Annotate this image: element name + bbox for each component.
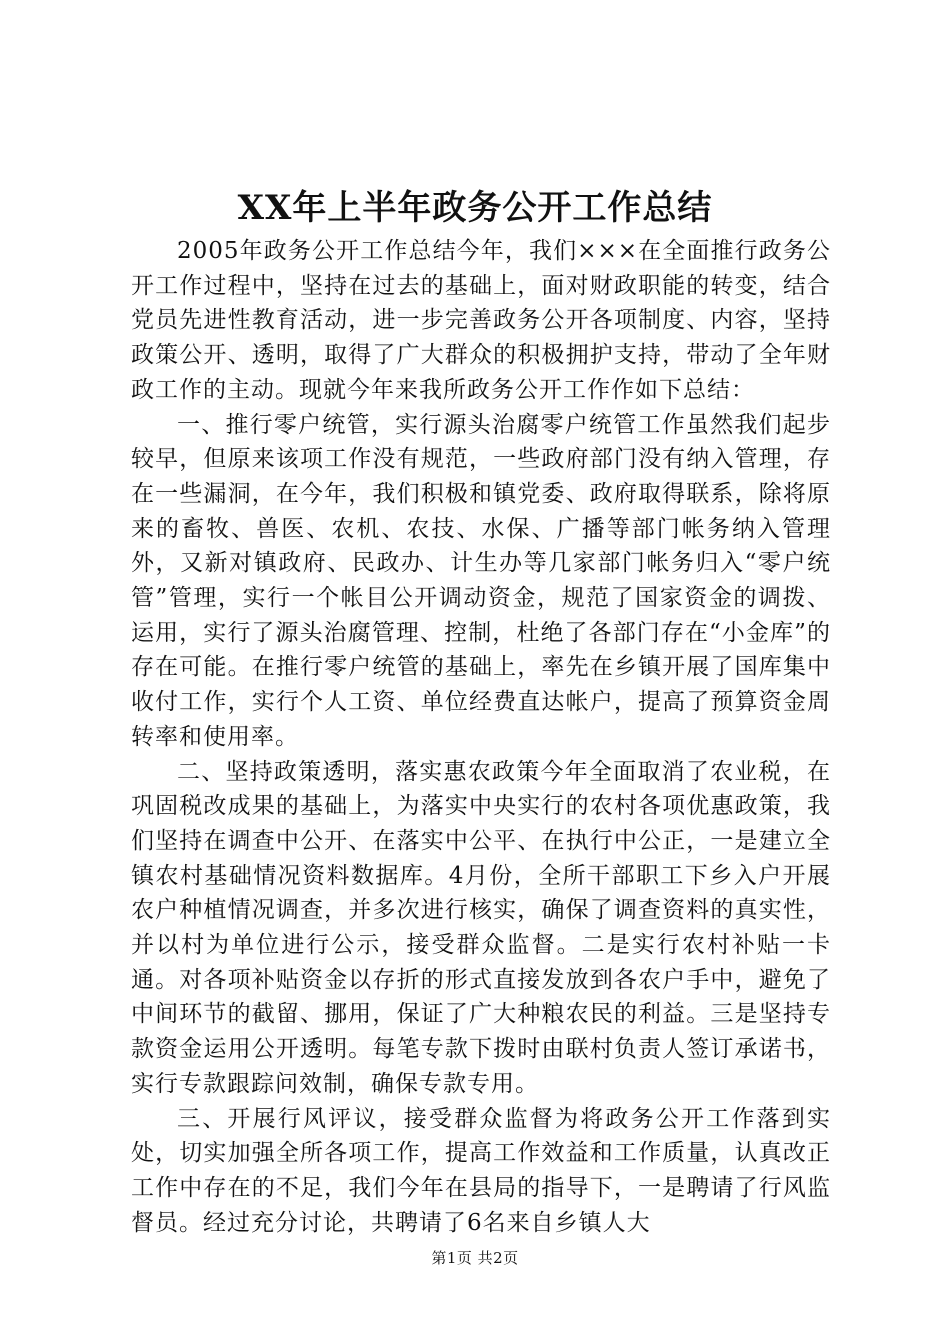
paragraph-section-3: 三、开展行风评议，接受群众监督为将政务公开工作落到实处，切实加强全所各项工作，提高工作效益和工作质量，认真改正工作中存在的不足，我们今年在县局的指导下，一是聘请了行风监督员。经过充分讨论，共聘请了6名来自乡镇人大 (131, 1105, 831, 1236)
document-body (131, 234, 831, 1240)
paragraph-section-1: 一、推行零户统管，实行源头治腐零户统管工作虽然我们起步较早，但原来该项工作没有规范，一些政府部门没有纳入管理，存在一些漏洞，在今年，我们积极和镇党委、政府取得联系，除将原来的畜牧、兽医、农机、农技、水保、广播等部门帐务纳入管理外，又新对镇政府、民政办、计生办等几家部门帐务归入“零户统管”管理，实行一个帐目公开调动资金，规范了国家资金的调拨、运用，实行了源头治腐管理、控制，杜绝了各部门存在“小金库”的存在可能。在推行零户统管的基础上，率先在乡镇开展了国库集中收付工作，实行个人工资、单位经费直达帐户，提高了预算资金周转率和使用率。 (131, 411, 831, 750)
document-title: XX年上半年政务公开工作总结 (237, 188, 713, 228)
paragraph-section-2: 二、坚持政策透明，落实惠农政策今年全面取消了农业税，在巩固税改成果的基础上，为落实中央实行的农村各项优惠政策，我们坚持在调查中公开、在落实中公平、在执行中公正，一是建立全镇农村基础情况资料数据库。4月份，全所干部职工下乡入户开展农户种植情况调查，并多次进行核实，确保了调查资料的真实性，并以村为单位进行公示，接受群众监督。二是实行农村补贴一卡通。对各项补贴资金以存折的形式直接发放到各农户手中，避免了中间环节的截留、挪用，保证了广大种粮农民的利益。三是坚持专款资金运用公开透明。每笔专款下拨时由联村负责人签订承诺书，实行专款跟踪问效制，确保专款专用。 (131, 758, 831, 1097)
page-number-footer: 第1页 共2页 (431, 1249, 519, 1267)
paragraph-intro: 2005年政务公开工作总结今年，我们×××在全面推行政务公开工作过程中，坚持在过去的基础上，面对财政职能的转变，结合党员先进性教育活动，进一步完善政务公开各项制度、内容，坚持政策公开、透明，取得了广大群众的积极拥护支持，带动了全年财政工作的主动。现就今年来我所政务公开工作作如下总结： (131, 238, 831, 403)
